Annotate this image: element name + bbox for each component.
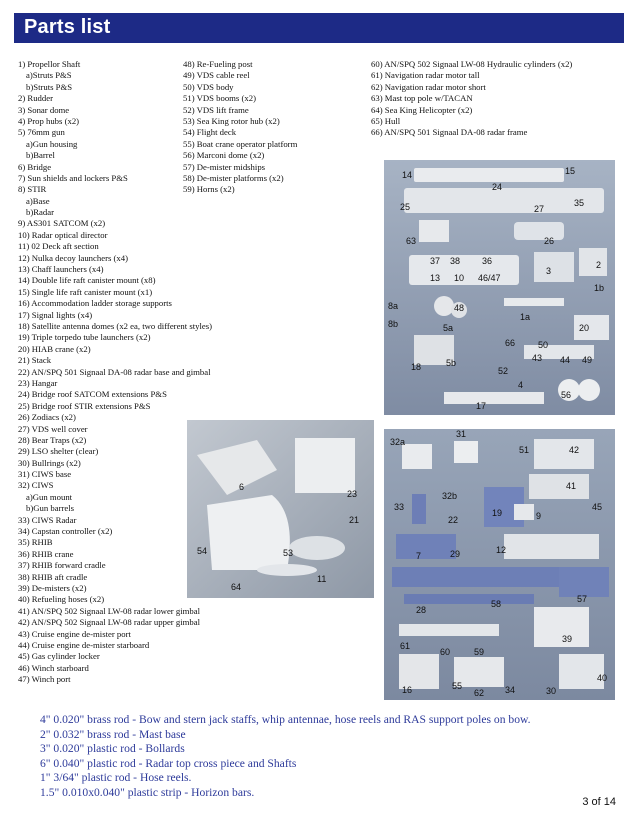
- part-item: 40) Refueling hoses (x2): [18, 594, 105, 605]
- part-callout: 15: [565, 166, 576, 176]
- part-item: 24) Bridge roof SATCOM extensions P&S: [18, 389, 167, 400]
- parts-column-2: [183, 59, 297, 196]
- part-callout: 22: [448, 515, 459, 525]
- part-callout: 13: [430, 273, 441, 283]
- part-item: 20) HIAB crane (x2): [18, 343, 91, 354]
- part-callout: 1b: [594, 283, 605, 293]
- part-callout: 16: [402, 685, 413, 695]
- part-item: b)Gun barrels: [26, 503, 75, 514]
- part-callout: 39: [562, 634, 573, 644]
- part-callout: 52: [498, 366, 509, 376]
- part-callout: 34: [505, 685, 516, 695]
- part-callout: 40: [597, 673, 608, 683]
- part-callout: 58: [491, 599, 502, 609]
- part-item: 48) Re-Fueling post: [183, 59, 253, 69]
- part-callout: 35: [574, 198, 585, 208]
- part-item: 50) VDS body: [183, 81, 234, 92]
- page-title: Parts list: [24, 16, 111, 38]
- part-item: 44) Cruise engine de-mister starboard: [18, 639, 150, 650]
- part-callout: 53: [283, 548, 294, 558]
- part-callout: 66: [505, 338, 516, 348]
- part-item: 54) Flight deck: [183, 127, 237, 138]
- part-callout: 8b: [388, 319, 399, 329]
- part-callout: 28: [416, 605, 427, 615]
- part-callout: 48: [454, 303, 465, 313]
- part-callout: 43: [532, 353, 543, 363]
- part-item: 46) Winch starboard: [18, 662, 89, 673]
- part-callout: 36: [482, 256, 493, 266]
- part-callout: 50: [538, 340, 549, 350]
- part-item: 19) Triple torpedo tube launchers (x2): [18, 332, 151, 343]
- part-item: 7) Sun shields and lockers P&S: [18, 172, 128, 183]
- part-callout: 3: [546, 266, 552, 276]
- part-item: 22) AN/SPQ 501 Signaal DA-08 radar base and gimbal: [18, 366, 211, 377]
- part-callout: 57: [577, 594, 588, 604]
- part-item: 52) VDS lift frame: [183, 104, 249, 115]
- part-item: 12) Nulka decoy launchers (x4): [18, 252, 129, 263]
- part-item: 14) Double life raft canister mount (x8): [18, 275, 156, 286]
- part-item: 21) Stack: [18, 355, 52, 366]
- part-item: 17) Signal lights (x4): [18, 309, 93, 320]
- part-callout: 45: [592, 502, 603, 512]
- part-item: 51) VDS booms (x2): [183, 93, 256, 104]
- parts-column-3: [371, 59, 572, 139]
- part-item: 25) Bridge roof STIR extensions P&S: [18, 400, 151, 411]
- part-item: 1) Propellor Shaft: [18, 59, 81, 69]
- part-callout: 41: [566, 481, 577, 491]
- part-callout: 33: [394, 502, 405, 512]
- part-callout: 1a: [520, 312, 531, 322]
- part-callout: 26: [544, 236, 555, 246]
- part-callout: 51: [519, 445, 530, 455]
- title-bar: [14, 13, 624, 43]
- part-item: 36) RHIB crane: [18, 548, 74, 559]
- part-item: 39) De-misters (x2): [18, 582, 87, 593]
- part-callout: 5b: [446, 358, 457, 368]
- parts-photo-3: [384, 429, 615, 700]
- part-item: 37) RHIB forward cradle: [18, 560, 106, 571]
- part-callout: 30: [546, 686, 557, 696]
- part-callout: 42: [569, 445, 580, 455]
- part-item: 23) Hangar: [18, 377, 58, 388]
- part-item: 64) Sea King Helicopter (x2): [371, 104, 473, 115]
- part-item: 61) Navigation radar motor tall: [371, 70, 480, 81]
- part-callout: 5a: [443, 323, 454, 333]
- part-item: 62) Navigation radar motor short: [371, 81, 486, 92]
- part-item: 28) Bear Traps (x2): [18, 434, 87, 445]
- part-item: 57) De-mister midships: [183, 161, 266, 172]
- part-callout: 38: [450, 256, 461, 266]
- part-item: a)Struts P&S: [26, 70, 72, 81]
- materials-note: 1" 3/64" plastic rod - Hose reels.: [40, 771, 192, 784]
- part-item: 32) CIWS: [18, 480, 54, 491]
- part-callout: 11: [317, 574, 327, 584]
- part-callout: 55: [452, 681, 463, 691]
- part-item: 33) CIWS Radar: [18, 514, 77, 525]
- part-item: 55) Boat crane operator platform: [183, 138, 298, 149]
- part-callout: 23: [347, 489, 358, 499]
- part-item: 26) Zodiacs (x2): [18, 412, 76, 423]
- part-item: 65) Hull: [371, 115, 401, 126]
- part-item: 56) Marconi dome (x2): [183, 150, 265, 161]
- part-callout: 10: [454, 273, 465, 283]
- part-callout: 24: [492, 182, 503, 192]
- part-item: 15) Single life raft canister mount (x1): [18, 286, 153, 297]
- part-callout: 49: [582, 355, 593, 365]
- part-item: 5) 76mm gun: [18, 127, 65, 138]
- part-callout: 54: [197, 546, 208, 556]
- part-item: 29) LSO shelter (clear): [18, 446, 99, 457]
- materials-note: 6" 0.040" plastic rod - Radar top cross piece and Shafts: [40, 756, 297, 770]
- materials-notes: [40, 713, 531, 800]
- materials-note: 3" 0.020" plastic rod - Bollards: [40, 742, 185, 755]
- part-item: 16) Accommodation ladder storage supports: [18, 298, 172, 309]
- part-item: 53) Sea King rotor hub (x2): [183, 115, 280, 126]
- part-item: 42) AN/SPQ 502 Signaal LW-08 radar upper gimbal: [18, 617, 201, 628]
- part-item: b)Radar: [26, 207, 54, 218]
- part-item: 58) De-mister platforms (x2): [183, 172, 284, 183]
- part-callout: 9: [536, 511, 542, 521]
- part-item: 18) Satellite antenna domes (x2 ea, two different styles): [18, 320, 213, 331]
- part-callout: 60: [440, 647, 451, 657]
- part-callout: 14: [402, 170, 413, 180]
- part-callout: 18: [411, 362, 422, 372]
- part-callout: 64: [231, 582, 242, 592]
- part-item: 27) VDS well cover: [18, 423, 88, 434]
- part-callout: 19: [492, 508, 503, 518]
- part-item: a)Gun mount: [26, 491, 73, 502]
- part-item: 59) Horns (x2): [183, 184, 235, 195]
- part-item: 4) Prop hubs (x2): [18, 115, 80, 126]
- part-item: 13) Chaff launchers (x4): [18, 264, 104, 275]
- part-callout: 21: [349, 515, 360, 525]
- part-item: 9) AS301 SATCOM (x2): [18, 218, 106, 229]
- part-item: 11) 02 Deck aft section: [18, 241, 99, 252]
- part-callout: 31: [456, 429, 467, 439]
- part-callout: 32a: [390, 437, 406, 447]
- part-item: b)Struts P&S: [26, 81, 73, 92]
- part-item: 60) AN/SPQ 502 Signaal LW-08 Hydraulic cylinders (x2): [371, 59, 573, 69]
- part-callout: 7: [416, 551, 422, 561]
- part-callout: 2: [596, 260, 602, 270]
- part-callout: 63: [406, 236, 417, 246]
- part-item: 38) RHIB aft cradle: [18, 571, 88, 582]
- part-callout: 32b: [442, 491, 458, 501]
- parts-photo-2: [187, 420, 374, 598]
- part-callout: 37: [430, 256, 441, 266]
- part-item: 49) VDS cable reel: [183, 70, 250, 81]
- page-number: 3 of 14: [582, 796, 616, 808]
- part-item: a)Gun housing: [26, 138, 78, 149]
- part-callout: 59: [474, 647, 485, 657]
- part-item: 8) STIR: [18, 184, 47, 195]
- part-item: 35) RHIB: [18, 537, 53, 548]
- part-callout: 25: [400, 202, 411, 212]
- part-callout: 4: [518, 380, 524, 390]
- part-callout: 29: [450, 549, 461, 559]
- part-callout: 20: [579, 323, 590, 333]
- part-item: 43) Cruise engine de-mister port: [18, 628, 131, 639]
- part-item: 10) Radar optical director: [18, 229, 108, 240]
- part-callout: 6: [239, 482, 245, 492]
- part-item: 31) CIWS base: [18, 469, 72, 480]
- part-callout: 44: [560, 355, 571, 365]
- materials-note: 2" 0.032" brass rod - Mast base: [40, 727, 186, 741]
- part-item: a)Base: [26, 195, 50, 206]
- parts-photo-1: [384, 160, 615, 415]
- part-callout: 56: [561, 390, 572, 400]
- parts-photo-2-drawing: [187, 420, 374, 598]
- part-item: 6) Bridge: [18, 161, 52, 172]
- part-item: 41) AN/SPQ 502 Signaal LW-08 radar lower gimbal: [18, 605, 201, 616]
- materials-note: 1.5" 0.010x0.040" plastic strip - Horizon bars.: [40, 785, 255, 799]
- parts-photo-3-drawing: [384, 429, 615, 700]
- part-item: 3) Sonar dome: [18, 104, 70, 115]
- part-item: 66) AN/SPQ 501 Signaal DA-08 radar frame: [371, 127, 528, 138]
- part-item: 30) Bullrings (x2): [18, 457, 81, 468]
- part-item: 2) Rudder: [18, 93, 53, 104]
- part-callout: 61: [400, 641, 411, 651]
- part-callout: 17: [476, 401, 487, 411]
- part-callout: 12: [496, 545, 507, 555]
- part-item: 34) Capstan controller (x2): [18, 526, 113, 537]
- part-callout: 62: [474, 688, 485, 698]
- part-item: 63) Mast top pole w/TACAN: [371, 93, 473, 104]
- part-item: b)Barrel: [26, 150, 55, 161]
- part-callout: 8a: [388, 301, 399, 311]
- part-callout: 27: [534, 204, 545, 214]
- part-callout: 46/47: [478, 273, 501, 283]
- materials-note: 4" 0.020" brass rod - Bow and stern jack staffs, whip antennae, hose reels and RAS support poles on bow.: [40, 713, 531, 726]
- part-item: 45) Gas cylinder locker: [18, 651, 100, 662]
- part-item: 47) Winch port: [18, 674, 71, 685]
